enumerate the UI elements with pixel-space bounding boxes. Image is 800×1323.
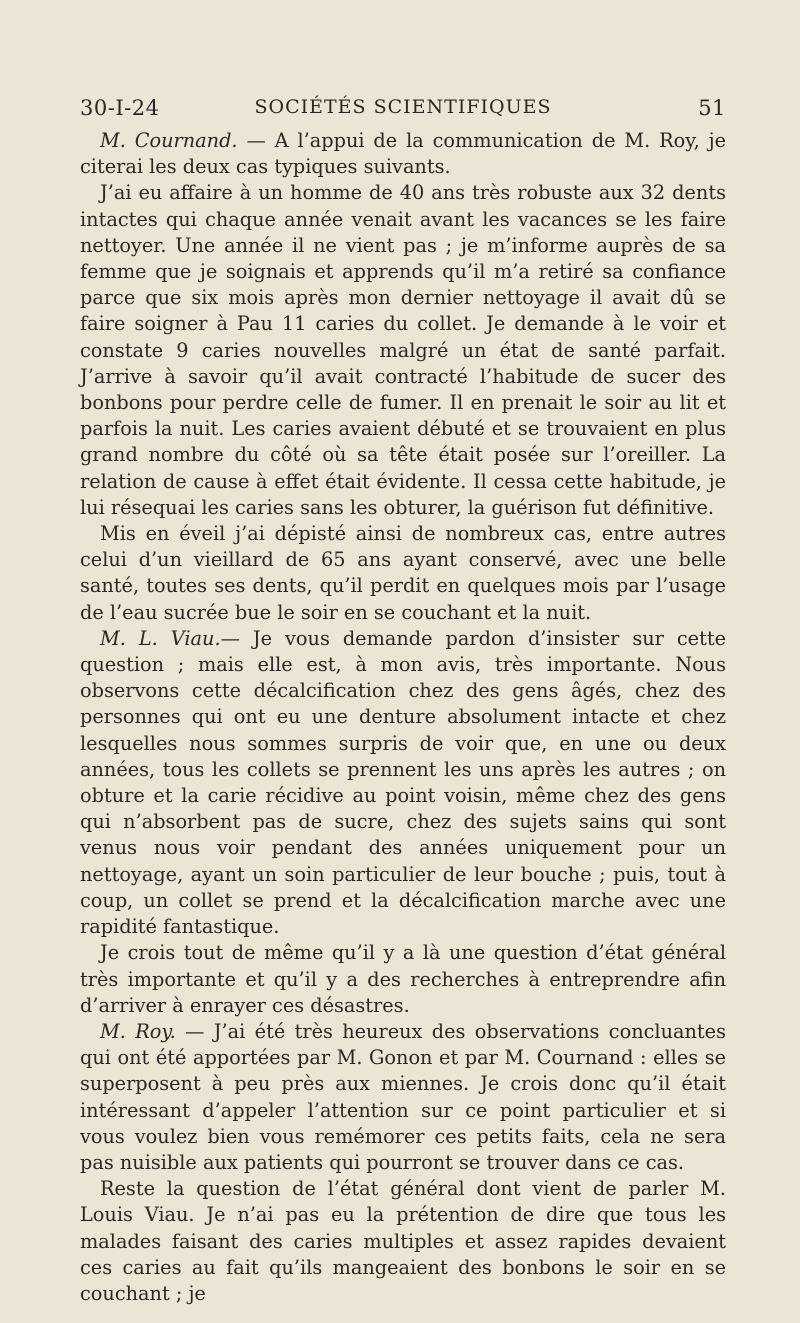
paragraph-text: Mis en éveil j’ai dépisté ainsi de nombreux cas, entre autres celui d’un vieillard de 65 ans ayant conservé, avec une belle santé, toutes ses dents, qu’il perdit en quelques mois par l’usage de l’eau sucrée bue le soir en se couchant et la nuit. (80, 522, 726, 624)
paragraph-text: Je crois tout de même qu’il y a là une question d’état général très importante et qu’il y a des recherches à entreprendre afin d’arriver à enrayer ces désastres. (80, 941, 726, 1017)
paragraph-text: — A l’appui de la communication de M. Roy, je citerai les deux cas typiques suivants. (80, 129, 727, 179)
speaker-name: M. L. Viau. (100, 626, 221, 650)
paragraph (80, 1019, 726, 1176)
paragraph (80, 1176, 726, 1307)
paragraph-text: — J’ai été très heureux des observations concluantes qui ont été apportées par M. Gonon et par M. Cournand : elles se superposent à peu près aux miennes. Je crois donc qu’il était intéressant d’appeler l’attention sur ce point particulier et si vous voulez bien vous remémorer ces petits faits, cela ne sera pas nuisible aux patients qui pourront se trouver dans ce cas. (80, 1019, 726, 1174)
paragraph-text: J’ai eu affaire à un homme de 40 ans très robuste aux 32 dents intactes qui chaque année venait avant les vacances se les faire nettoyer. Une année il ne vient pas ; je m’informe auprès de sa femme que je soignais et apprends qu’il m’a retiré sa confiance parce que six mois après mon dernier nettoyage il avait dû se faire soigner à Pau 11 caries du collet. Je demande à le voir et constate 9 caries nouvelles malgré un état de santé parfait. J’arrive à savoir qu’il avait contracté l’habitude de sucer des bonbons pour perdre celle de fumer. Il en prenait le soir au lit et parfois la nuit. Les caries avaient débuté et se trouvaient en plus grand nombre du côté où sa tête était posée sur l’oreiller. La relation de cause à effet était évidente. Il cessa cette habitude, je lui résequai les caries sans les obturer, la guérison fut définitive. (80, 181, 726, 519)
speaker-name: M. Cournand. (100, 129, 238, 152)
paragraph (80, 180, 726, 521)
paragraph (80, 940, 726, 1019)
header-title: SOCIÉTÉS SCIENTIFIQUES (254, 96, 552, 118)
speaker-name: M. Roy. (100, 1019, 176, 1043)
paragraph-text: Reste la question de l’état général dont vient de parler M. Louis Viau. Je n’ai pas eu la prétention de dire que tous les malades faisant des caries multiples et assez rapides devaient ces caries au fait qu’ils mangeaient des bonbons le soir en se couchant ; je (80, 1177, 726, 1305)
header-date: 30-I-24 (80, 96, 160, 120)
paragraph (80, 626, 726, 940)
paragraph (80, 128, 726, 180)
body-text (80, 128, 726, 1307)
paragraph (80, 521, 726, 626)
running-header (80, 96, 726, 126)
paragraph-text: — Je vous demande pardon d’insister sur cette question ; mais elle est, à mon avis, très importante. Nous observons cette décalcification chez des gens âgés, chez des personnes qui ont eu une denture absolument intacte et chez lesquelles nous sommes surpris de voir que, en une ou deux années, tous les collets se prennent les uns après les autres ; on obture et la carie récidive au point voisin, même chez des gens qui n’absorbent pas de sucre, chez des sujets sains qui sont venus nous voir pendant des années uniquement pour un nettoyage, ayant un soin particulier de leur bouche ; puis, tout à coup, un collet se prend et la décalcification marche avec une rapidité fantastique. (80, 626, 726, 939)
page-number: 51 (698, 96, 726, 120)
